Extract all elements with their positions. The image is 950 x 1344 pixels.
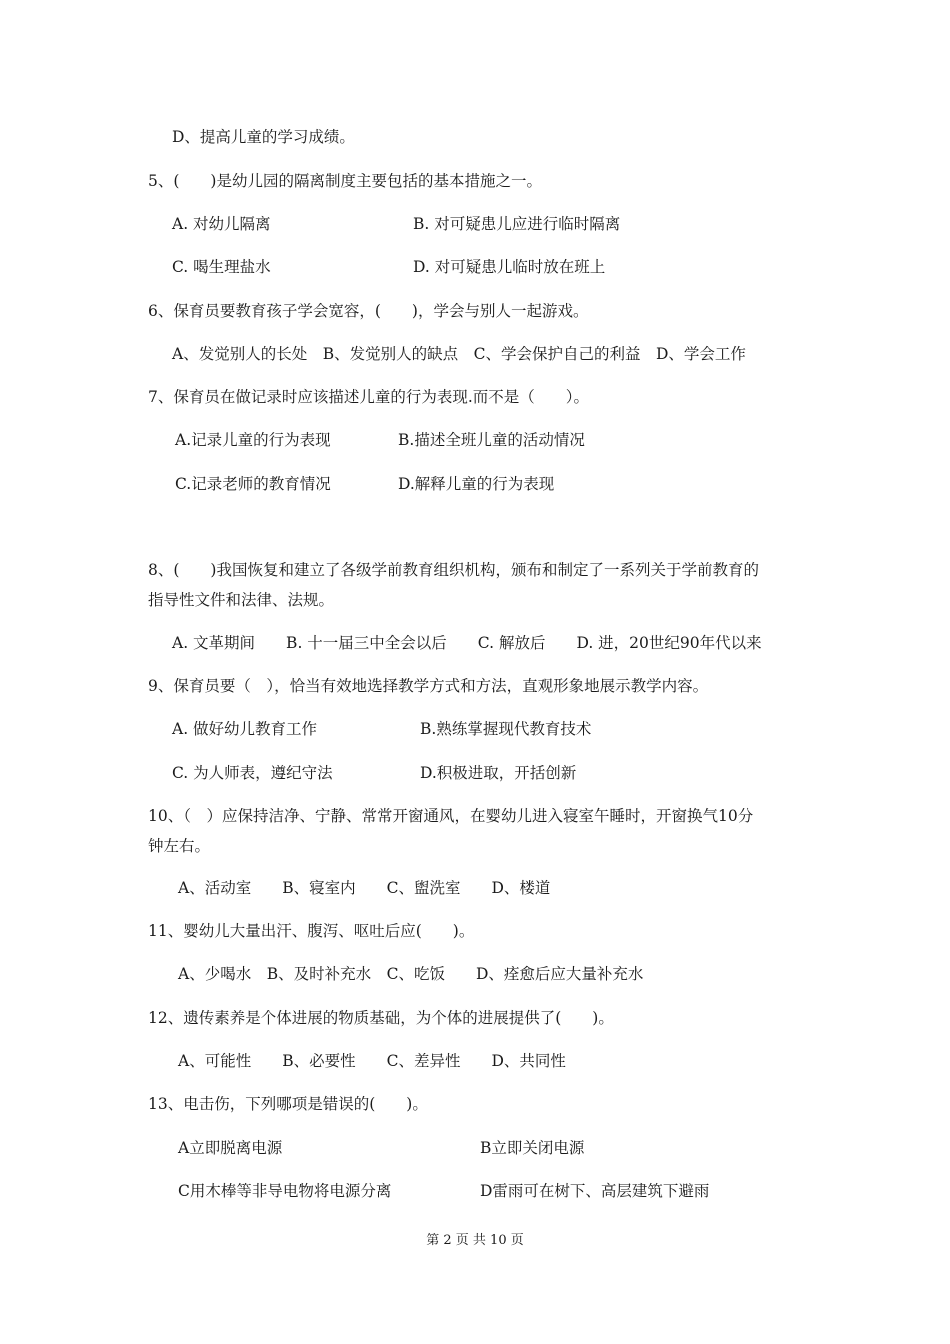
q5-option-a: A. 对幼儿隔离: [172, 215, 271, 233]
q13-option-a: A立即脱离电源: [178, 1139, 283, 1157]
q9-option-a: A. 做好幼儿教育工作: [172, 720, 318, 738]
q5-stem: 5、( )是幼儿园的隔离制度主要包括的基本措施之一。: [148, 172, 542, 190]
q5-option-d: D. 对可疑患儿临时放在班上: [413, 258, 606, 276]
q7-option-c: C.记录老师的教育情况: [175, 475, 331, 493]
q6-stem: 6、保育员要教育孩子学会宽容，( )，学会与别人一起游戏。: [148, 302, 589, 320]
q7-option-d: D.解释儿童的行为表现: [398, 475, 555, 493]
q13-option-c: C用木棒等非导电物将电源分离: [178, 1182, 392, 1200]
q10-stem-line1: 10、（ ）应保持洁净、宁静、常常开窗通风，在婴幼儿进入寝室午睡时，开窗换气10分: [148, 807, 754, 825]
q9-stem: 9、保育员要（ ），恰当有效地选择教学方式和方法，直观形象地展示教学内容。: [148, 677, 709, 695]
page-number-footer: 第 2 页 共 10 页: [426, 1233, 524, 1248]
q13-option-b: B立即关闭电源: [480, 1139, 585, 1157]
q13-stem: 13、电击伤，下列哪项是错误的( )。: [148, 1095, 428, 1113]
q9-option-d: D.积极进取，开括创新: [420, 764, 577, 782]
q7-option-b: B.描述全班儿童的活动情况: [398, 431, 585, 449]
q8-stem-line2: 指导性文件和法律、法规。: [148, 591, 335, 609]
q6-options: A、发觉别人的长处 B、发觉别人的缺点 C、学会保护自己的利益 D、学会工作: [172, 345, 746, 363]
q13-option-d: D雷雨可在树下、高层建筑下避雨: [480, 1182, 710, 1200]
q8-options: A. 文革期间 B. 十一届三中全会以后 C. 解放后 D. 进，20世纪90年代以来: [172, 634, 762, 652]
q4-option-d: D、提高儿童的学习成绩。: [172, 128, 355, 146]
q10-stem-line2: 钟左右。: [148, 837, 211, 855]
q7-stem: 7、保育员在做记录时应该描述儿童的行为表现.而不是（ ）。: [148, 388, 590, 406]
q11-options: A、少喝水 B、及时补充水 C、吃饭 D、痊愈后应大量补充水: [178, 965, 644, 983]
q9-option-c: C. 为人师表，遵纪守法: [172, 764, 333, 782]
q5-option-c: C. 喝生理盐水: [172, 258, 271, 276]
q12-stem: 12、遗传素养是个体进展的物质基础，为个体的进展提供了( )。: [148, 1009, 614, 1027]
q11-stem: 11、婴幼儿大量出汗、腹泻、呕吐后应( )。: [148, 922, 475, 940]
q7-option-a: A.记录儿童的行为表现: [175, 431, 331, 449]
q12-options: A、可能性 B、必要性 C、差异性 D、共同性: [178, 1052, 566, 1070]
q8-stem-line1: 8、( )我国恢复和建立了各级学前教育组织机构，颁布和制定了一系列关于学前教育的: [148, 561, 759, 579]
q10-options: A、活动室 B、寝室内 C、盥洗室 D、楼道: [178, 879, 551, 897]
q5-option-b: B. 对可疑患儿应进行临时隔离: [413, 215, 621, 233]
q9-option-b: B.熟练掌握现代教育技术: [420, 720, 592, 738]
